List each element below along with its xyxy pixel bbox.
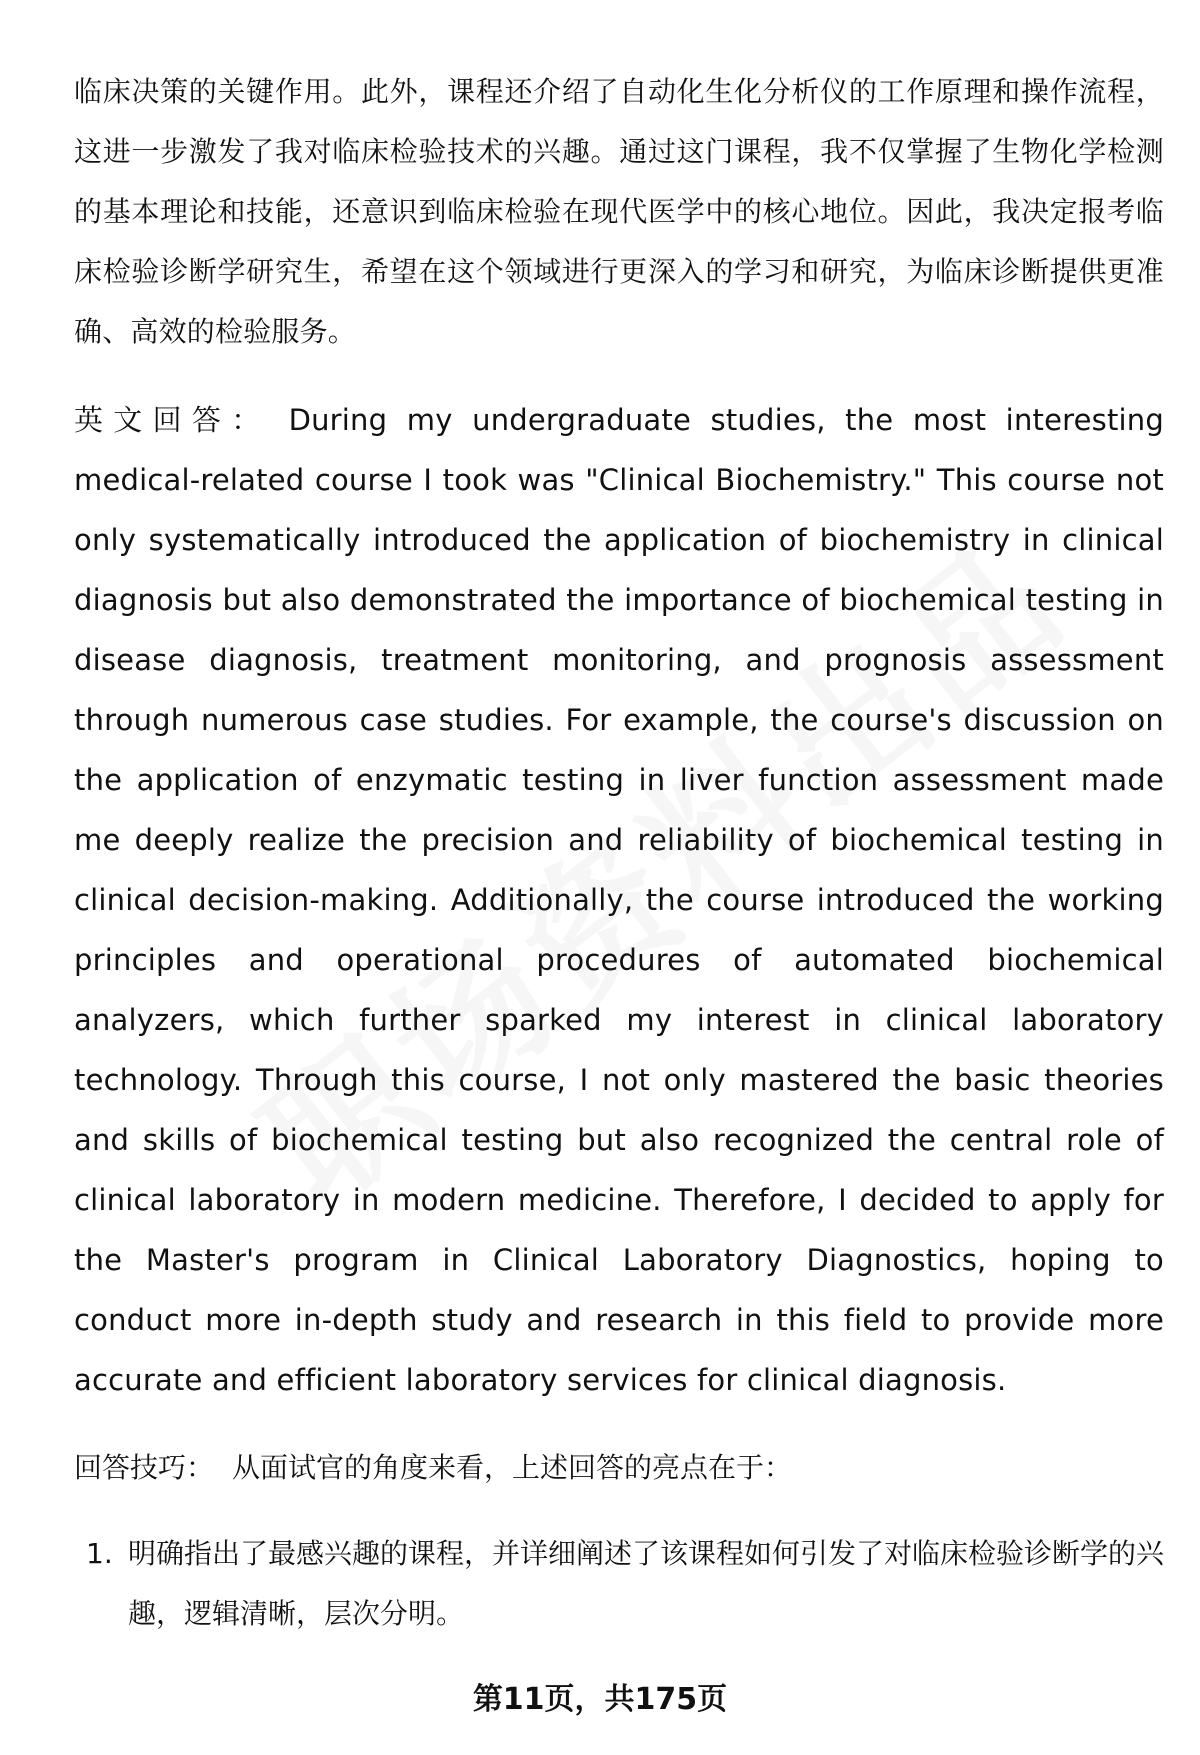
tips-label: 回答技巧：	[74, 1451, 215, 1484]
document-content	[74, 62, 1164, 1644]
tips-list	[74, 1524, 1164, 1644]
tips-heading	[74, 1438, 1164, 1498]
list-item	[74, 1524, 1164, 1644]
page-footer: 第11页，共175页	[472, 1682, 728, 1717]
english-answer-text: During my undergraduate studies, the most interesting medical-related course I took was "Clinical Biochemistry." This course not only systematically introduced the application of biochemistry in clinical diagnosis but also demonstrated the importance of biochemical testing in disease diagnosis, treatment monitoring, and prognosis assessment through numerous case studies. For example, the course's discussion on the application of enzymatic testing in liver function assessment made me deeply realize the precision and reliability of biochemical testing in clinical decision-making. Additionally, the course introduced the working principles and operational procedures of automated biochemical analyzers, which further sparked my interest in clinical laboratory technology. Through this course, I not only mastered the basic theories and skills of biochemical testing but also recognized the central role of clinical laboratory in modern medicine. Therefore, I decided to apply for the Master's program in Clinical Laboratory Diagnostics, hoping to conduct more in-depth study and research in this field to provide more accurate and efficient laboratory services for clinical diagnosis.	[74, 403, 1164, 1397]
list-item-text: 明确指出了最感兴趣的课程，并详细阐述了该课程如何引发了对临床检验诊断学的兴趣，逻辑清晰，层次分明。	[128, 1537, 1165, 1630]
tips-intro: 从面试官的角度来看，上述回答的亮点在于：	[232, 1451, 793, 1484]
english-answer-label: 英文回答：	[74, 403, 271, 437]
list-item-number: 1.	[86, 1537, 113, 1570]
english-answer-paragraph	[74, 390, 1164, 1410]
intro-paragraph-cn: 临床决策的关键作用。此外，课程还介绍了自动化生化分析仪的工作原理和操作流程，这进一步激发了我对临床检验技术的兴趣。通过这门课程，我不仅掌握了生物化学检测的基本理论和技能，还意识到临床检验在现代医学中的核心地位。因此，我决定报考临床检验诊断学研究生，希望在这个领域进行更深入的学习和研究，为临床诊断提供更准确、高效的检验服务。	[74, 75, 1164, 348]
